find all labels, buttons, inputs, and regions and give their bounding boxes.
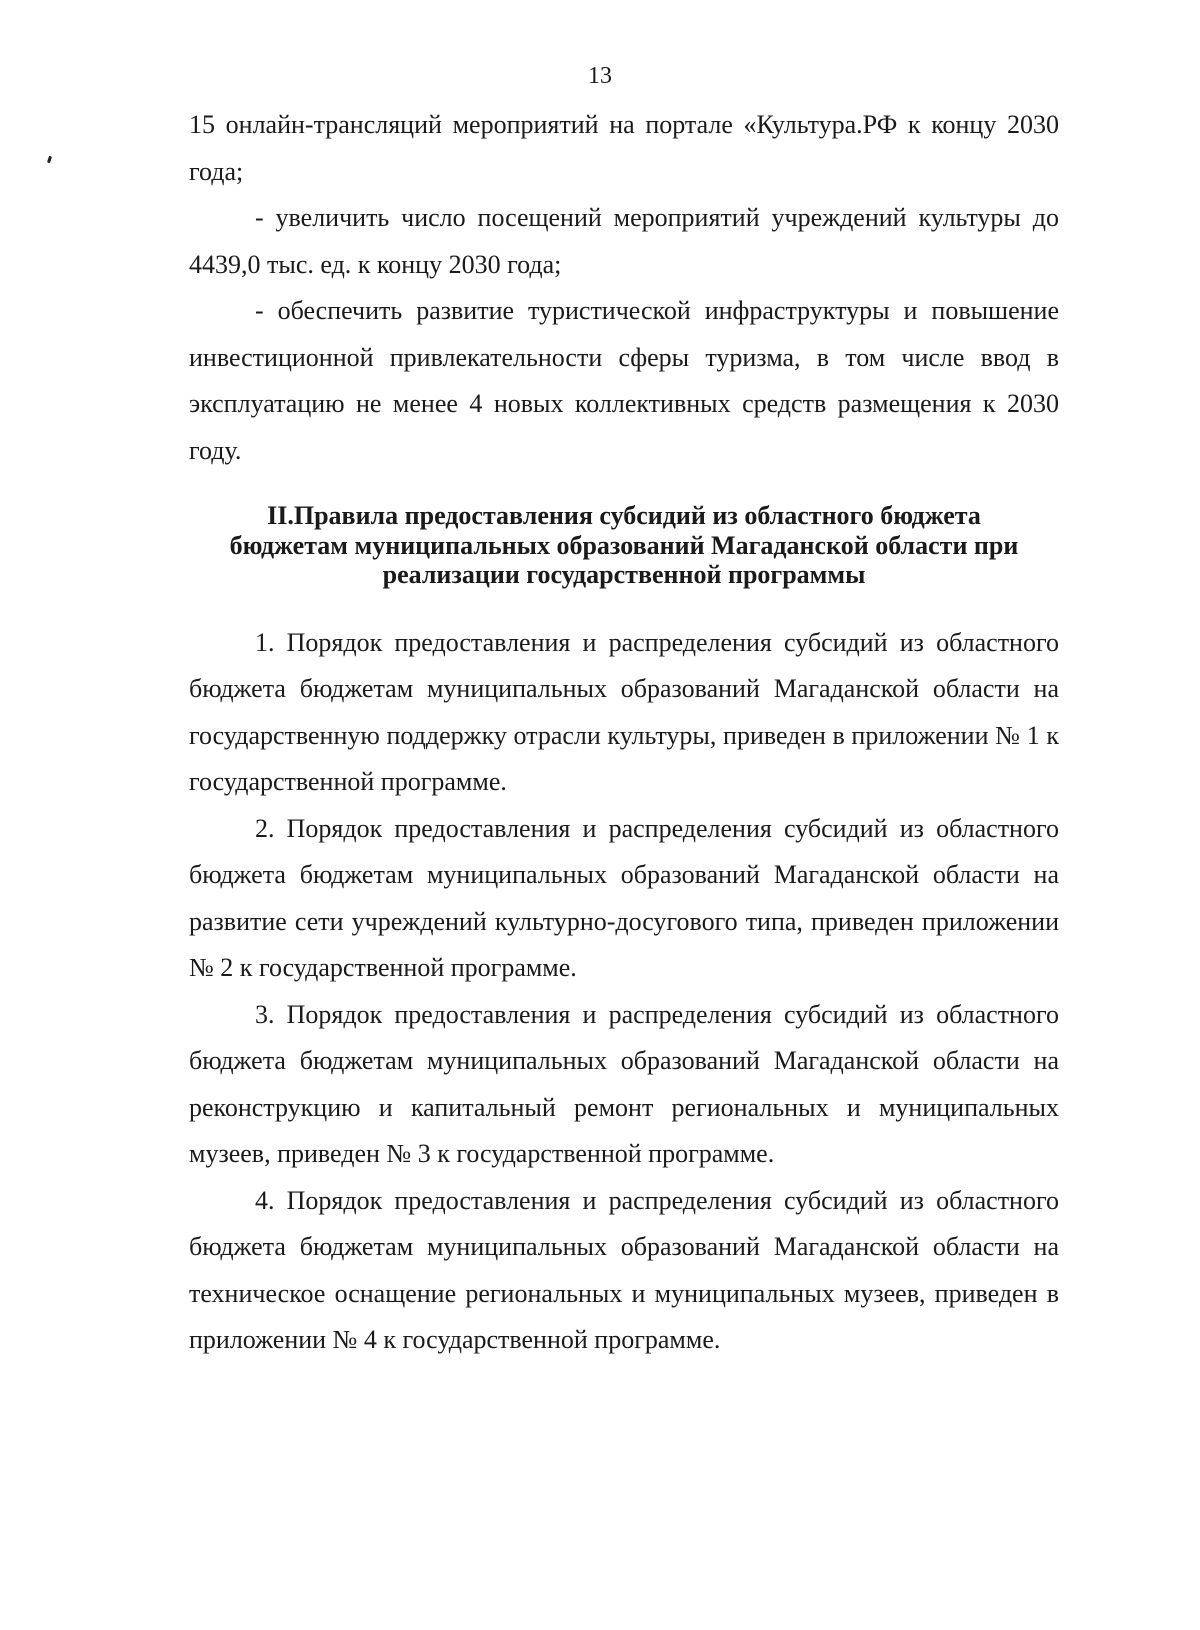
document-body xyxy=(189,102,1059,1364)
page-number: 13 xyxy=(588,63,612,89)
section-item-3: 3. Порядок предоставления и распределения субсидий из областного бюджета бюджетам муниципальных образований Магаданской области на реконструкцию и капитальный ремонт региональных и муниципальных музеев, приведен № 3 к государственной программе. xyxy=(189,999,1059,1168)
section-item-4: 4. Порядок предоставления и распределения субсидий из областного бюджета бюджетам муниципальных образований Магаданской области на техническое оснащение региональных и муниципальных музеев, приведен в приложении № 4 к государственной программе. xyxy=(189,1185,1059,1354)
section-heading-line: реализации государственной программы xyxy=(382,560,866,589)
intro-paragraph-visits: - увеличить число посещений мероприятий учреждений культуры до 4439,0 тыс. ед. к концу 2030 года; xyxy=(189,203,1059,279)
intro-paragraph-tourism: - обеспечить развитие туристической инфраструктуры и повышение инвестиционной привлекательности сферы туризма, в том числе ввод в эксплуатацию не менее 4 новых коллективных средств размещения к 2030 году. xyxy=(189,296,1059,465)
section-heading-line: бюджетам муниципальных образований Магаданской области при xyxy=(229,530,1019,560)
section-heading-line: II.Правила предоставления субсидий из областного бюджета xyxy=(267,501,981,530)
intro-paragraph-continuation: 15 онлайн-трансляций мероприятий на портале «Культура.РФ к концу 2030 года; xyxy=(189,110,1059,186)
section-item-1: 1. Порядок предоставления и распределения субсидий из областного бюджета бюджетам муниципальных образований Магаданской области на государственную поддержку отрасли культуры, приведен в приложении № 1 к государственной программе. xyxy=(189,627,1059,796)
section-item-2: 2. Порядок предоставления и распределения субсидий из областного бюджета бюджетам муниципальных образований Магаданской области на развитие сети учреждений культурно-досугового типа, приведен приложении № 2 к государственной программе. xyxy=(189,813,1059,982)
scan-speck xyxy=(47,156,52,164)
section-heading xyxy=(189,501,1059,590)
